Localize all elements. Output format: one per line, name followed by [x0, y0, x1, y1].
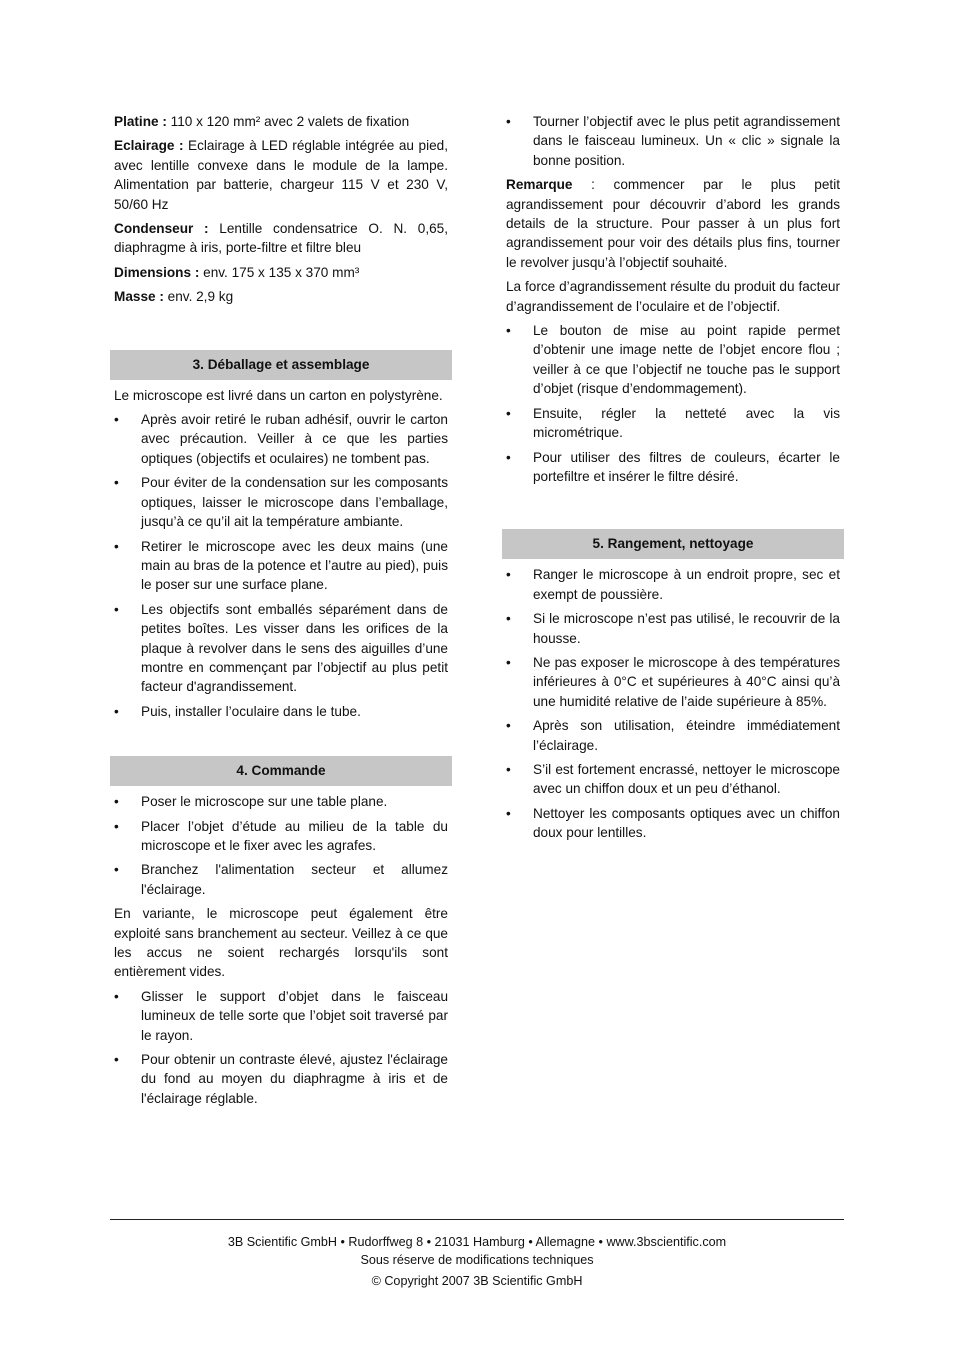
list-item: • Retirer le microscope avec les deux mains (une main au bras de la potence et l’autre au pied), puis le poser sur une surface plane. — [114, 538, 448, 593]
footer-address: 3B Scientific GmbH • Rudorffweg 8 • 21031 Hamburg • Allemagne • www.3bscientific.com — [227, 1235, 727, 1249]
bullet-icon: • — [506, 323, 511, 339]
section-3-heading: 3. Déballage et assemblage — [110, 350, 452, 380]
list-item: • Le bouton de mise au point rapide permet d’obtenir une image nette de l’objet encore flou ; veiller à ce que l’objectif ne touche pas le support d’objet (risque d’endommagement). — [506, 323, 840, 397]
page-footer — [110, 1234, 844, 1291]
bullet-icon: • — [114, 1052, 119, 1068]
bullet-icon: • — [506, 805, 511, 821]
list-item: • Nettoyer les composants optiques avec un chiffon doux pour lentilles. — [506, 805, 840, 841]
list-item: • Ranger le microscope à un endroit propre, sec et exempt de poussière. — [506, 567, 840, 602]
section-4-list-b — [110, 987, 452, 1108]
spec-platine: Platine : 110 x 120 mm² avec 2 valets de fixation — [114, 114, 410, 129]
list-item: • Placer l’objet d’étude au milieu de la table du microscope et le fixer avec les agrafes. — [114, 818, 448, 853]
list-item: • Glisser le support d’objet dans le faisceau lumineux de telle sorte que l’objet soit traversé par le rayon. — [114, 988, 448, 1043]
list-item: • Si le microscope n’est pas utilisé, le recouvrir de la housse. — [506, 611, 840, 646]
section-4-list-d — [502, 321, 844, 486]
bullet-icon: • — [506, 718, 511, 734]
list-item: • Tourner l’objectif avec le plus petit agrandissement dans le faisceau lumineux. Un « clic » signale la bonne position. — [506, 114, 840, 168]
bullet-icon: • — [114, 988, 119, 1004]
list-item: • Après avoir retiré le ruban adhésif, ouvrir le carton avec précaution. Veiller à ce que les parties optiques (objectifs et oculaires) ne tombent pas. — [114, 412, 448, 466]
bullet-icon: • — [114, 794, 119, 810]
list-item: • Ensuite, régler la netteté avec la vis micrométrique. — [506, 405, 840, 441]
section-4-heading: 4. Commande — [110, 756, 452, 786]
bullet-icon: • — [506, 114, 511, 129]
spec-masse: Masse : env. 2,9 kg — [114, 289, 234, 305]
list-item: • Poser le microscope sur une table plane. — [110, 792, 452, 811]
bullet-icon: • — [506, 405, 511, 421]
bullet-icon: • — [114, 475, 119, 491]
section-4-list-c — [502, 112, 844, 170]
spec-eclairage: Eclairage : Eclairage à LED réglable intégrée au pied, avec lentille convexe dans le module de la lampe. Alimentation par batterie, chargeur 115 V et 230 V, 50/60 Hz — [114, 138, 448, 212]
bullet-icon: • — [114, 538, 119, 554]
footer-copyright: © Copyright 2007 3B Scientific GmbH — [371, 1274, 583, 1288]
bullet-icon: • — [114, 412, 119, 428]
list-item: • Pour utiliser des filtres de couleurs, écarter le portefiltre et insérer le filtre désiré. — [506, 449, 840, 484]
section-4-force: La force d’agrandissement résulte du produit du facteur d’agrandissement de l’oculaire et de l’objectif. — [506, 279, 840, 314]
bullet-icon: • — [506, 449, 511, 465]
left-column — [110, 112, 452, 1113]
spec-list — [110, 112, 452, 307]
section-4-list-a — [110, 792, 452, 899]
list-item: • Après son utilisation, éteindre immédiatement l’éclairage. — [506, 718, 840, 753]
list-item: • Pour éviter de la condensation sur les composants optiques, laisser le microscope dans l’emballage, jusqu’à ce qu’il ait la température ambiante. — [114, 475, 448, 530]
list-item: • Puis, installer l’oculaire dans le tube. — [110, 702, 452, 721]
section-5-list — [502, 565, 844, 842]
bullet-icon: • — [506, 654, 511, 670]
spec-condenseur: Condenseur : Lentille condensatrice O. N. 0,65, diaphragme à iris, porte-filtre et filtre bleu — [114, 221, 449, 256]
list-item: • S’il est fortement encrassé, nettoyer le microscope avec un chiffon doux et un peu d’éthanol. — [506, 761, 840, 797]
section-5-heading: 5. Rangement, nettoyage — [502, 529, 844, 559]
bullet-icon: • — [114, 818, 119, 834]
footer-notice: Sous réserve de modifications techniques — [360, 1252, 594, 1267]
list-item: • Ne pas exposer le microscope à des températures inférieures à 0°C et supérieures à 40°C ainsi qu’à une humidité relative de l’aide supérieure à 85%. — [506, 654, 840, 709]
bullet-icon: • — [506, 567, 511, 583]
bullet-icon: • — [114, 862, 119, 878]
list-item: • Les objectifs sont emballés séparément dans de petites boîtes. Les visser dans les orifices de la plaque à revolver dans le sens des aiguilles d’une montre en commençant par l’objectif au plus petit facteur d'agrandissement. — [114, 601, 448, 695]
list-item: • Pour obtenir un contraste élevé, ajustez l'éclairage du fond au moyen du diaphragme à iris et de l'éclairage réglable. — [114, 1052, 448, 1106]
bullet-icon: • — [114, 703, 119, 719]
bullet-icon: • — [114, 601, 119, 617]
section-3-list — [110, 410, 452, 721]
section-4-remark: Remarque : commencer par le plus petit agrandissement pour découvrir d’abord les grands details de la structure. Pour passer à un plus fort agrandissement pour voir des détails plus fins, tourner le revolver jusqu’à l’objectif souhaité. — [506, 177, 840, 270]
section-3-intro: Le microscope est livré dans un carton en polystyrène. — [114, 387, 443, 403]
list-item: • Branchez l'alimentation secteur et allumez l'éclairage. — [114, 862, 448, 897]
section-4-note: En variante, le microscope peut également être exploité sans branchement au secteur. Veillez à ce que les accus ne soient rechargés lorsqu'ils sont entièrement vides. — [114, 906, 448, 980]
bullet-icon: • — [506, 761, 511, 777]
bullet-icon: • — [506, 611, 511, 627]
right-column — [502, 112, 844, 848]
spec-dimensions: Dimensions : env. 175 x 135 x 370 mm³ — [114, 264, 360, 280]
footer-divider — [110, 1219, 844, 1220]
